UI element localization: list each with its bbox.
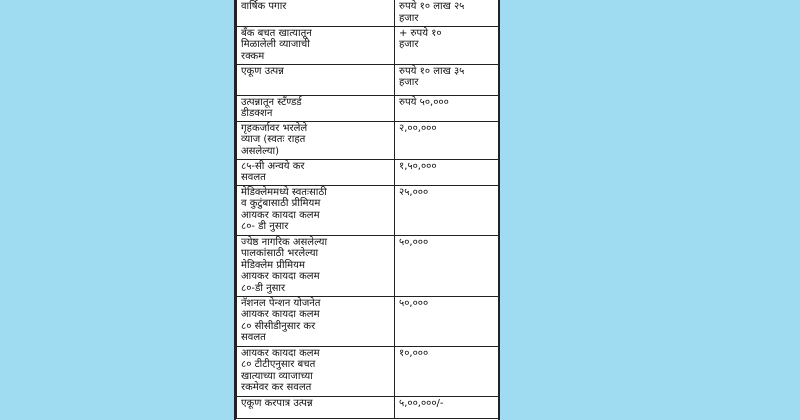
row-label: मेडिक्लेममध्ये स्वतःसाठी व कुटुंबासाठी प्रीमियम आयकर कायदा कलम ८०- डी नुसार (237, 185, 395, 235)
row-value: २५,००० (395, 185, 501, 235)
document-page (234, 0, 500, 420)
row-label: नॅशनल पेन्शन योजनेत आयकर कायदा कलम ८० सीसीडीनुसार कर सवलत (237, 296, 395, 346)
row-value: ५०,००० (395, 296, 501, 346)
row-label: ८५-सी अन्वये कर सवलत (237, 159, 395, 185)
row-label: एकूण करपात्र उत्पन्न (237, 396, 395, 418)
row-label: वार्षिक पगार (237, 0, 395, 26)
row-value: + रुपये १० हजार (395, 26, 501, 64)
table-row (237, 26, 501, 64)
table-row (237, 159, 501, 185)
row-value: ५,००,०००/- (395, 396, 501, 418)
table-row (237, 235, 501, 296)
row-value: १,५०,००० (395, 159, 501, 185)
table-row (237, 296, 501, 346)
row-label: आयकर कायदा कलम ८० टीटीएनुसार बचत खात्याच्या व्याजाच्या रकमेवर कर सवलत (237, 346, 395, 396)
row-label: गृहकर्जावर भरलेले व्याज (स्वतः राहत असलेल्या) (237, 121, 395, 159)
income-tax-table (236, 0, 500, 419)
table-row (237, 0, 501, 26)
row-label: ज्येष्ठ नागरिक असलेल्या पालकांसाठी भरलेल्या मेडिक्लेम प्रीमियम आयकर कायदा कलम ८०-डी नुसार (237, 235, 395, 296)
table-row (237, 185, 501, 235)
table-row (237, 346, 501, 396)
table-row (237, 64, 501, 95)
row-value: २,००,००० (395, 121, 501, 159)
table-row (237, 396, 501, 418)
row-label: एकूण उत्पन्न (237, 64, 395, 95)
table-row (237, 95, 501, 121)
row-value: रुपये ५०,००० (395, 95, 501, 121)
row-label: बँक बचत खात्यातून मिळालेली व्याजाची रक्कम (237, 26, 395, 64)
row-value: १०,००० (395, 346, 501, 396)
table-row (237, 121, 501, 159)
row-label: उत्पन्नातून स्टँण्डर्ड डीडक्शन (237, 95, 395, 121)
row-value: रुपये १० लाख २५ हजार (395, 0, 501, 26)
row-value: ५०,००० (395, 235, 501, 296)
row-value: रुपये १० लाख ३५ हजार (395, 64, 501, 95)
